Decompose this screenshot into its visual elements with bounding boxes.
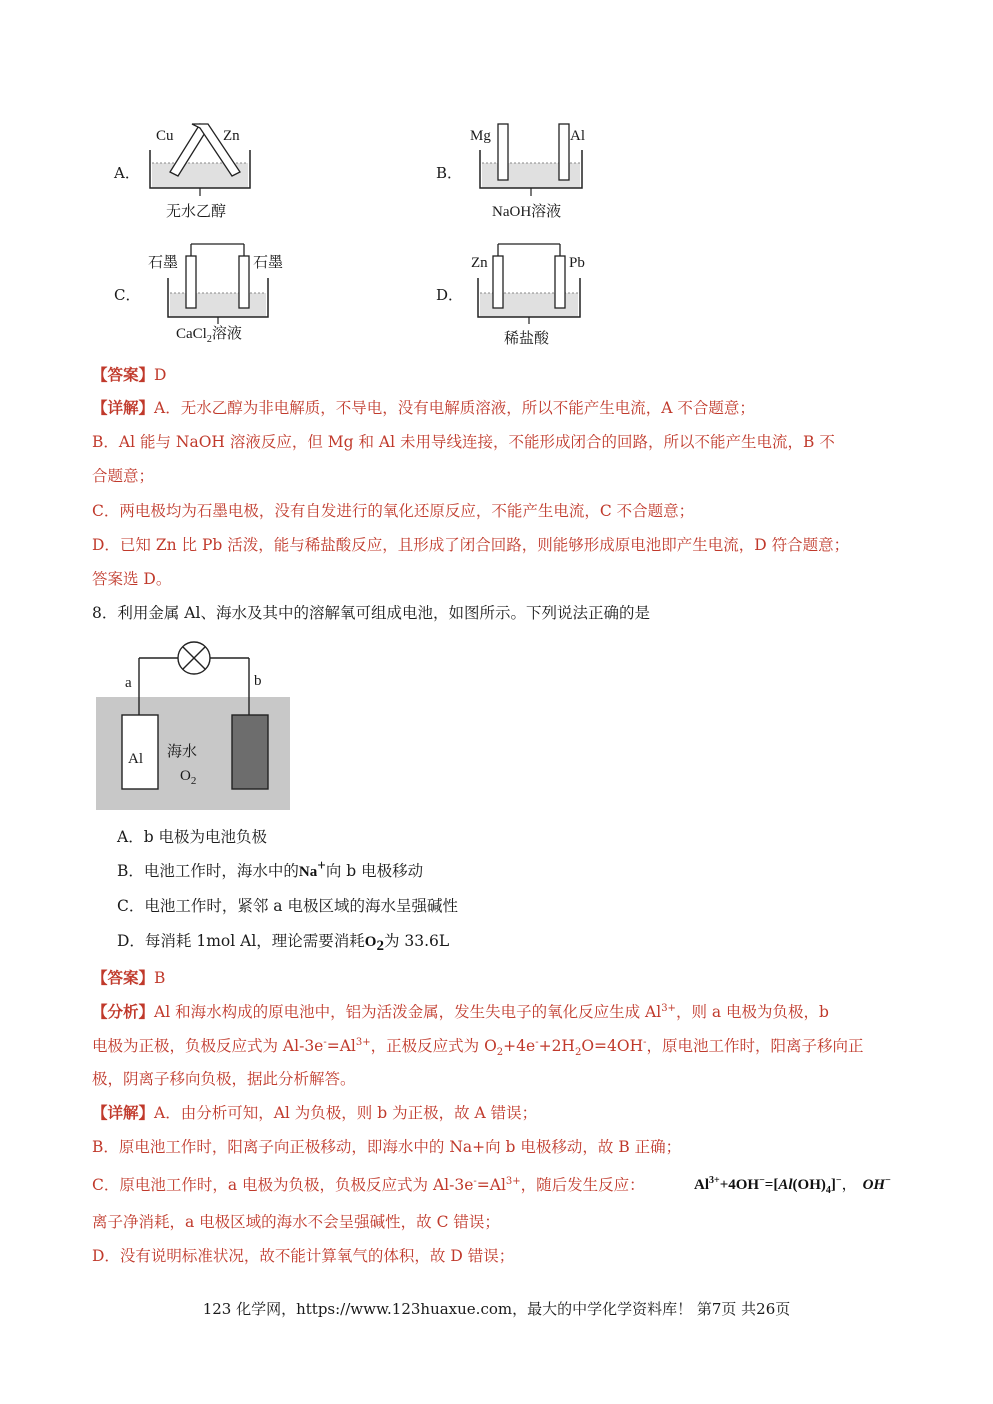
- analysis8-l2-sup4: -: [643, 1036, 647, 1048]
- detail8-c-mid: =Al: [476, 1176, 506, 1194]
- eq-end-sup: −: [835, 1175, 842, 1186]
- analysis8-l2-mid3: +4e: [503, 1037, 536, 1055]
- option-b-right-label: Al: [570, 128, 585, 144]
- q8-option-d-pre: D．每消耗 1mol Al，理论需要消耗: [117, 932, 365, 950]
- answer7-tag: 【答案】: [92, 365, 155, 384]
- option-a-right-label: Zn: [223, 128, 240, 144]
- analysis8-l2: [92, 1035, 864, 1057]
- detail8-c-sup1: -: [473, 1175, 477, 1187]
- option-c-solution-tail: 溶液: [211, 326, 242, 342]
- detail7-b1: B．Al 能与 NaOH 溶液反应，但 Mg 和 Al 未用导线连接，不能形成闭合的回路，所以不能产生电流，B 不: [92, 433, 835, 451]
- option-b-left-label: Mg: [470, 128, 491, 144]
- detail7-a-line: [92, 397, 755, 419]
- q8-option-d: [117, 930, 449, 953]
- detail8-c-pre: C．原电池工作时，a 电极为负极，负极反应式为 Al-3e: [92, 1176, 474, 1194]
- option-b-letter: B．: [436, 164, 463, 182]
- analysis8-l1-post: ，则 a 电极为负极，b: [675, 1003, 829, 1021]
- detail7-b2: 合题意；: [92, 467, 155, 485]
- option-b-solution: NaOH溶液: [492, 204, 562, 220]
- detail7-final: 答案选 D。: [92, 570, 172, 588]
- option-a-solution: 无水乙醇: [166, 204, 227, 220]
- analysis8-l2-pre: 电极为正极，负极反应式为 Al-3e: [92, 1037, 324, 1055]
- option-a-diagram: [140, 120, 270, 225]
- eq-oh2: OH: [862, 1177, 886, 1193]
- option-c-solution-sub: 2: [206, 334, 212, 345]
- q8-option-a: A．b 电极为电池负极: [117, 828, 268, 846]
- o2-sub: 2: [190, 775, 197, 787]
- seawater-label: 海水: [167, 744, 198, 760]
- detail8-c-sup2: 3+: [505, 1175, 521, 1187]
- option-d-letter: D．: [436, 286, 464, 304]
- q8-option-b-ion: Na: [298, 864, 318, 880]
- svg-text:CaCl2溶液: [176, 324, 242, 345]
- analysis8-l1-sup: 3+: [661, 1002, 676, 1014]
- analysis8-tag: 【分析】: [92, 1002, 155, 1021]
- answer7-line: [92, 364, 166, 386]
- b-electrode: [232, 715, 268, 789]
- q8-option-b: [117, 857, 424, 883]
- analysis8-l3: 极，阴离子移向负极，据此分析解答。: [92, 1070, 356, 1088]
- detail8-a-line: [92, 1102, 537, 1124]
- detail8-c-post: ，随后发生反应：: [520, 1176, 645, 1194]
- label-b: b: [254, 673, 262, 689]
- eq-end: ]: [830, 1177, 836, 1193]
- analysis8-l2-mid4: +2H: [538, 1037, 575, 1055]
- answer8-value: B: [154, 969, 166, 987]
- detail7-tag: 【详解】: [92, 398, 155, 417]
- option-c-solution-main: CaCl: [176, 326, 207, 342]
- eq-al-sup: 3+: [709, 1175, 720, 1186]
- analysis8-l2-sup2: 3+: [355, 1036, 371, 1048]
- q8-option-b-pre: B．电池工作时，海水中的: [117, 862, 299, 880]
- eq-oh-sub: 4: [825, 1185, 831, 1196]
- option-c-diagram: [146, 238, 296, 346]
- detail7-d: D．已知 Zn 比 Pb 活泼，能与稀盐酸反应，且形成了闭合回路，则能够形成原电池即产生电流，D 符合题意；: [92, 536, 850, 554]
- analysis8-l2-mid5: O=4OH: [581, 1037, 644, 1055]
- eq-oh: (OH): [792, 1177, 826, 1193]
- eq-oh2-sup: −: [885, 1175, 891, 1186]
- option-a-letter: A．: [114, 164, 140, 182]
- q8-option-d-post: 为 33.6L: [383, 932, 450, 950]
- q8-option-b-post: 向 b 电极移动: [325, 862, 424, 880]
- detail8-tag: 【详解】: [92, 1103, 155, 1122]
- eq-eq: =[: [764, 1177, 779, 1193]
- detail8-equation: [694, 1174, 891, 1196]
- option-a-left-label: Cu: [156, 128, 174, 144]
- option-b-diagram: [468, 120, 608, 225]
- label-a: a: [125, 675, 132, 691]
- analysis8-l2-sub2: 2: [574, 1047, 582, 1059]
- analysis8-l1: [92, 1001, 829, 1023]
- detail8-d: D．没有说明标准状况，故不能计算氧气的体积，故 D 错误；: [92, 1247, 515, 1265]
- detail8-b: B．原电池工作时，阳离子向正极移动，即海水中的 Na+向 b 电极移动，故 B 正确；: [92, 1138, 682, 1156]
- option-d-solution: 稀盐酸: [504, 331, 550, 347]
- option-d-left-label: Zn: [471, 255, 488, 271]
- q8-option-b-ion-sup: +: [317, 857, 326, 874]
- detail8-c2: 离子净消耗，a 电极区域的海水不会呈强碱性，故 C 错误；: [92, 1213, 500, 1231]
- q8-option-c: C．电池工作时，紧邻 a 电极区域的海水呈强碱性: [117, 897, 458, 915]
- eq-comma: ，: [841, 1177, 857, 1193]
- eq-mid-sup: −: [759, 1175, 765, 1186]
- analysis8-l2-mid2: ，正极反应式为 O: [370, 1037, 497, 1055]
- analysis8-l2-post: ，原电池工作时，阳离子移向正: [646, 1037, 864, 1055]
- analysis8-l2-sub1: 2: [496, 1047, 504, 1059]
- analysis8-l2-sup1: -: [323, 1036, 327, 1048]
- q8-option-d-o: O: [364, 934, 377, 950]
- q8-option-d-o-sub: 2: [376, 938, 384, 955]
- answer8-line: [92, 967, 165, 989]
- eq-al: Al: [694, 1177, 709, 1193]
- page-footer: 123 化学网，https://www.123huaxue.com，最大的中学化学资料库！ 第7页 共26页: [202, 1300, 791, 1318]
- q8-battery-diagram: [92, 638, 294, 816]
- detail8-c-line: [92, 1174, 645, 1196]
- q8-stem: 8．利用金属 Al、海水及其中的溶解氧可组成电池，如图所示。下列说法正确的是: [92, 604, 650, 622]
- option-d-diagram: [468, 238, 608, 350]
- answer7-value: D: [154, 366, 167, 384]
- analysis8-l2-mid1: =Al: [326, 1037, 356, 1055]
- option-c-right-label: 石墨: [253, 255, 284, 271]
- eq-al2: Al: [778, 1177, 793, 1193]
- detail8-a: A．由分析可知，Al 为负极，则 b 为正极，故 A 错误；: [154, 1104, 538, 1122]
- option-c-left-label: 石墨: [148, 255, 179, 271]
- answer8-tag: 【答案】: [92, 968, 155, 987]
- option-c-letter: C．: [114, 286, 141, 304]
- option-d-right-label: Pb: [569, 255, 585, 271]
- al-electrode-label: Al: [128, 751, 143, 767]
- analysis8-l2-sup3: -: [535, 1036, 539, 1048]
- eq-mid: +4OH: [719, 1177, 760, 1193]
- o2-label: O: [180, 768, 191, 784]
- detail7-c: C．两电极均为石墨电极，没有自发进行的氧化还原反应，不能产生电流，C 不合题意；: [92, 502, 695, 520]
- detail7-a: A．无水乙醇为非电解质，不导电，没有电解质溶液，所以不能产生电流，A 不合题意；: [154, 399, 755, 417]
- analysis8-l1-pre: Al 和海水构成的原电池中，铝为活泼金属，发生失电子的氧化反应生成 Al: [154, 1003, 662, 1021]
